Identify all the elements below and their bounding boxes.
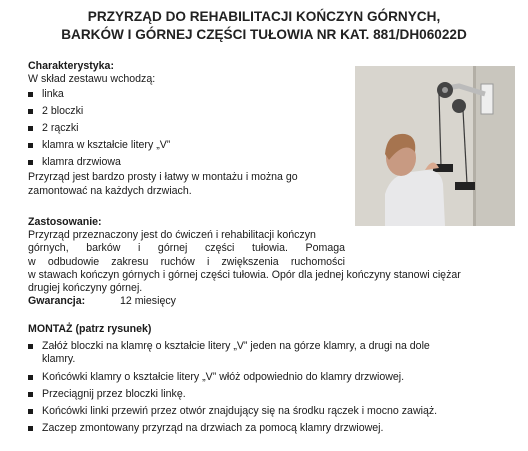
bullet-icon [28,109,33,114]
bullet-icon [28,160,33,165]
list-item: Zaczep zmontowany przyrząd na drzwiach za pomocą klamry drzwiowej. [28,422,498,435]
bullet-icon [28,392,33,397]
characteristics-intro: W skład zestawu wchodzą: [28,73,156,86]
characteristics-desc-1: Przyrząd jest bardzo prosty i łatwy w montażu i można go [28,171,298,184]
list-item: Końcówki klamry o kształcie litery „V” włóż odpowiednio do klamry drzwiowej. [28,371,498,384]
application-section: Zastosowanie: Przyrząd przeznaczony jest do ćwiczeń i rehabilitacji kończyn górnych, barków i górnej części tułowia. Pomaga w odbudowie zakresu ruchów i zwiększenia ruchomości w stawach kończyn górnych i górnej części tułowia. Opór dla jednej kończyny stanowi ciężar drugiej kończyny górnej. Gwarancja: 12 miesięcy [28,216,498,308]
bullet-icon [28,426,33,431]
characteristics-section [28,60,348,198]
warranty [28,295,498,308]
list-item: klamra drzwiowa [28,156,348,171]
list-item: 2 bloczki [28,105,348,122]
list-item: linka [28,88,348,105]
bullet-icon [28,126,33,131]
product-illustration [355,66,515,226]
page-title [10,8,518,44]
title-line-1: PRZYRZĄD DO REHABILITACJI KOŃCZYN GÓRNYCH, [87,9,441,24]
bullet-icon [28,143,33,148]
list-item: Przeciągnij przez bloczki linkę. [28,388,498,401]
characteristics-desc-2: zamontować na każdych drzwiach. [28,184,192,197]
warranty-label: Gwarancja: [28,295,86,308]
assembly-heading: MONTAŻ (patrz rysunek) [28,323,152,335]
warranty-value: 12 miesięcy [120,295,176,308]
bullet-icon [28,375,33,380]
title-line-2: BARKÓW I GÓRNEJ CZĘŚCI TUŁOWIA NR KAT. 881/DH06022D [61,27,467,42]
bullet-icon [28,344,33,349]
characteristics-heading: Charakterystyka: [28,60,114,72]
list-item: Załóż bloczki na klamrę o kształcie litery „V” jeden na górze klamry, a drugi na dole klamry. [28,340,498,366]
product-photo [355,66,515,226]
bullet-icon [28,92,33,97]
list-item: Końcówki linki przewiń przez otwór znajdujący się na środku rączek i mocno zawiąż. [28,405,498,418]
list-item: klamra w kształcie litery „V” [28,139,348,156]
bullet-icon [28,409,33,414]
assembly-section [28,323,498,435]
application-heading: Zastosowanie: [28,216,102,228]
list-item: 2 rączki [28,122,348,139]
